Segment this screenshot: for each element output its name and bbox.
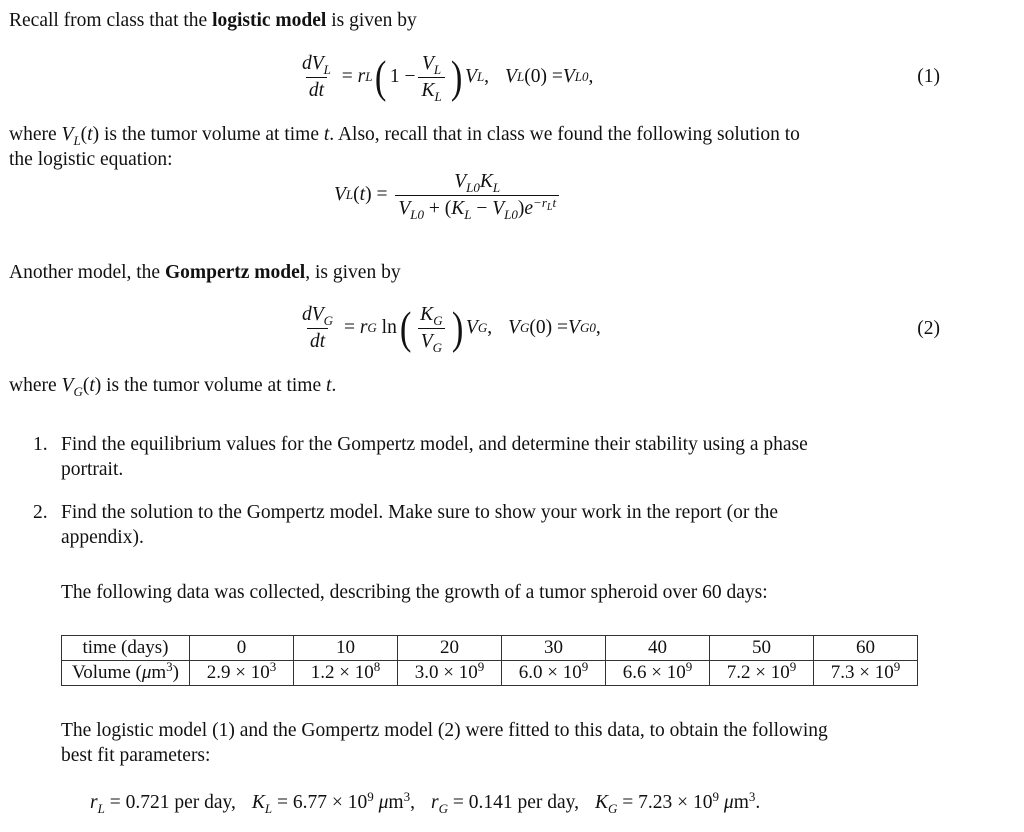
table-cell: 0 [190, 636, 294, 661]
question-2-text-cont: appendix). [61, 527, 144, 548]
param-rL: 0.721 [125, 792, 170, 813]
equation-number-1: (1) [917, 66, 940, 87]
table-cell: 50 [710, 636, 814, 661]
param-rG: 0.141 [468, 792, 513, 813]
logistic-solution: V L ( t ) = $\frac{V_{L0}K_L}{V_{L0} + (K_L - V_{L0})e^{-r_Lt}}$ [334, 170, 562, 220]
table-cell: 10 [294, 636, 398, 661]
fit-parameters: $r_L = 0.721$ per day, $K_L = 6.77 \times 10^9$ $\mu m^3$, $r_G = 0.141$ per day, $K_G = 7.23 \times 10^9$ $\mu m^3$. [90, 789, 761, 816]
logistic-equation-line: the logistic equation: [9, 149, 173, 170]
table-row-volume [62, 661, 918, 686]
table-cell: $6.6 \times 10^9$ [606, 661, 710, 686]
question-1-text: Find the equilibrium values for the Gompertz model, and determine their stability using a phase [61, 434, 808, 455]
fit-text: The logistic model (1) and the Gompertz model (2) were fitted to this data, to obtain the following [61, 720, 828, 741]
fit-text-cont: best fit parameters: [61, 745, 211, 766]
time-header: time (days) [62, 636, 190, 661]
table-cell: $2.9 \times 10^3$ [190, 661, 294, 686]
param-KL: 6.77 [292, 792, 327, 813]
tumor-growth-table [61, 635, 918, 686]
logistic-model-term: logistic model [212, 10, 327, 31]
table-cell: $1.2 \times 10^8$ [294, 661, 398, 686]
data-intro-text: The following data was collected, describing the growth of a tumor spheroid over 60 days: [61, 582, 768, 603]
table-cell: $7.3 \times 10^9$ [814, 661, 918, 686]
table-cell: 20 [398, 636, 502, 661]
param-KG: 7.23 [638, 792, 673, 813]
table-cell: 60 [814, 636, 918, 661]
where-gompertz-line: where $V_G(t)$ is the tumor volume at time t. [9, 375, 337, 399]
question-1-number: 1. [33, 434, 48, 455]
question-2-text: Find the solution to the Gompertz model. Make sure to show your work in the report (or the [61, 502, 779, 523]
question-2-number: 2. [33, 502, 48, 523]
where-logistic-line: where $V_L(t)$ is the tumor volume at time t. Also, recall that in class we found the following solution to [9, 124, 800, 148]
logistic-equation: $\frac{dV_L}{dt}$ = r L ( 1 − $\frac{V_L}{K_L}$ ) V L , V L (0) = V L0 , [302, 51, 594, 104]
table-cell: 40 [606, 636, 710, 661]
table-row-time [62, 636, 918, 661]
table-cell: $6.0 \times 10^9$ [502, 661, 606, 686]
volume-header: Volume $(\mu m^3)$ [62, 661, 190, 686]
equation-number-2: (2) [917, 318, 940, 339]
intro-text: Recall from class that the logistic model is given by [9, 10, 417, 31]
gompertz-model-term: Gompertz model [164, 262, 306, 283]
table-cell: $3.0 \times 10^9$ [398, 661, 502, 686]
table-cell: 30 [502, 636, 606, 661]
gompertz-equation: $\frac{dV_G}{dt}$ = r G ln ( $\frac{K_G}{V_G}$ ) V G , V G (0) = V G0 , [302, 302, 601, 355]
question-1-text-cont: portrait. [61, 459, 124, 480]
gompertz-intro-text: Another model, the Gompertz model, is given by [9, 262, 401, 283]
table-cell: $7.2 \times 10^9$ [710, 661, 814, 686]
